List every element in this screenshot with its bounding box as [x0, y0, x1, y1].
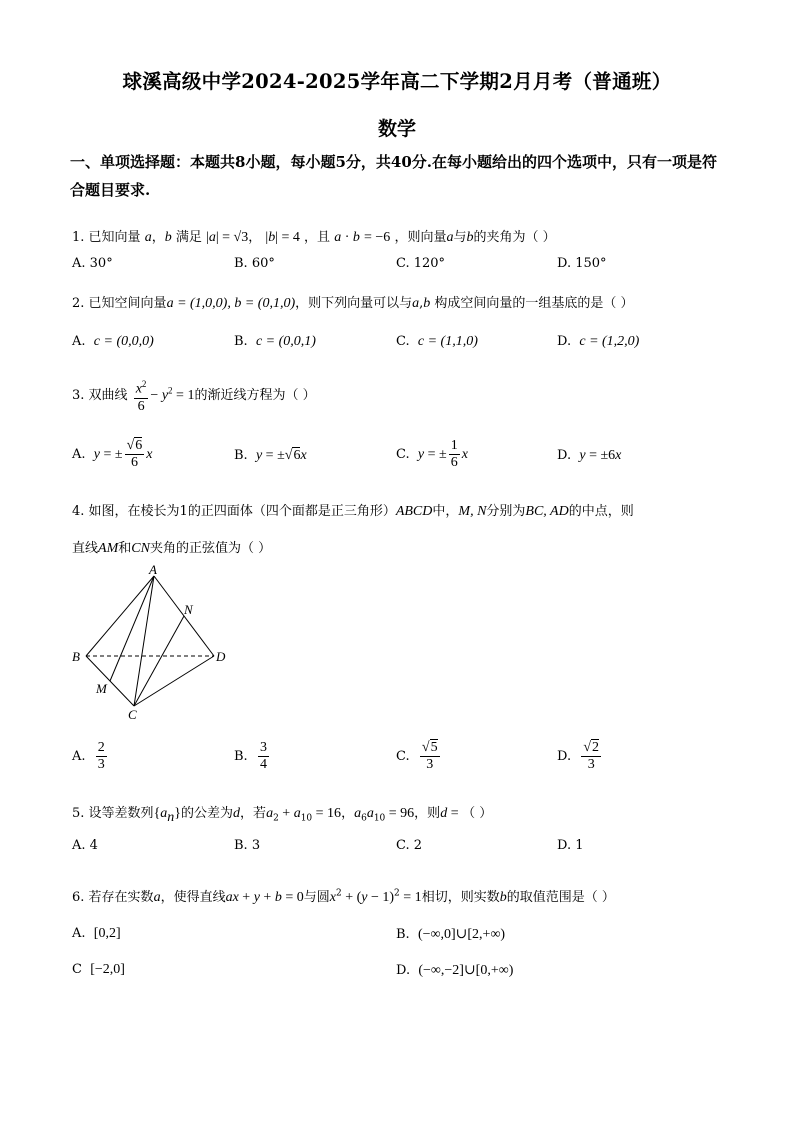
- q1-cond-3: = −6: [364, 230, 391, 245]
- q2-text-2: ，则下列向量可以与: [295, 296, 413, 311]
- q3-number: 3.: [72, 387, 85, 403]
- question-4-line-1: 4. 如图，在棱长为1的正四面体（四个面都是正三角形）ABCD中，M, N分别为BC, AD的中点，则: [72, 504, 634, 519]
- label-n: N: [184, 602, 193, 617]
- q2-option-b[interactable]: B. c = (0,0,1): [234, 334, 316, 349]
- q2-option-d[interactable]: D. c = (1,2,0): [557, 334, 640, 349]
- q1-option-d[interactable]: D. 150°: [557, 256, 607, 271]
- q3-option-c[interactable]: C. y = ± $\frac{1}{6}$ x: [396, 438, 468, 470]
- question-4-line-2: 直线AM和CN夹角的正弦值为（ ）: [72, 541, 272, 556]
- q4-option-b[interactable]: B. $\frac{3}{4}$: [234, 740, 267, 772]
- q6-option-d[interactable]: D. (−∞,−2]∪[0,+∞): [396, 963, 514, 978]
- question-1: 1. 已知向量 a，b 满足 |a| = √3， |b| = 4 ，且 a · b = −6 ，则向量a与b的夹角为（ ）: [72, 230, 556, 245]
- q1-text-6: 的夹角为（ ）: [473, 230, 556, 245]
- q3-text-1: 双曲线: [88, 387, 128, 403]
- q6-option-c[interactable]: C [−2,0]: [72, 962, 125, 977]
- label-m: M: [96, 681, 107, 696]
- q4-option-c[interactable]: C. $\frac{√5}{3}$: [396, 740, 438, 772]
- q1-text-3: ，且: [304, 230, 331, 245]
- q1-text-1: 已知向量: [88, 230, 141, 245]
- q1-option-a[interactable]: A. 30°: [72, 256, 113, 271]
- tetrahedron-figure: [66, 562, 246, 722]
- label-d: D: [216, 649, 226, 664]
- question-3: 3. 双曲线 $\frac{x^2}{6}$ − $y^2 = 1$的渐近线方程为（ ）: [72, 376, 316, 415]
- q3-option-b[interactable]: B. y = ±√6x: [234, 448, 307, 463]
- q1-text-2: 满足: [175, 230, 202, 245]
- q1-text-5: 与: [453, 230, 467, 245]
- q2-number: 2.: [72, 296, 85, 311]
- q2-text-3: 构成空间向量的一组基底的是（ ）: [434, 296, 634, 311]
- q1-option-c[interactable]: C. 120°: [396, 256, 446, 271]
- subject-title: 数学: [377, 118, 416, 140]
- q2-option-a[interactable]: A. c = (0,0,0): [72, 334, 154, 349]
- q6-option-a[interactable]: A. [0,2]: [72, 926, 121, 941]
- q2-expression: a = (1,0,0), b = (0,1,0): [166, 296, 296, 311]
- q3-option-a[interactable]: A. y = ± $\frac{√6}{6}$ x: [72, 438, 153, 470]
- q1-text-4: ，则向量: [394, 230, 447, 245]
- q4-option-a[interactable]: A. $\frac{2}{3}$: [72, 740, 105, 772]
- q5-option-c[interactable]: C. 2: [396, 838, 423, 853]
- section-heading: 一、单项选择题：本题共8小题，每小题5分，共40分.在每小题给出的四个选项中，只有一项是符合题目要求.: [70, 153, 717, 199]
- q4-option-d[interactable]: D. $\frac{√2}{3}$: [557, 740, 600, 772]
- q1-number: 1.: [72, 230, 85, 245]
- label-c: C: [128, 707, 137, 722]
- q6-option-b[interactable]: B. (−∞,0]∪[2,+∞): [396, 927, 506, 942]
- q3-option-d[interactable]: D. y = ±6x: [557, 448, 622, 463]
- q5-option-d[interactable]: D. 1: [557, 838, 584, 853]
- label-a: A: [149, 562, 157, 577]
- question-2: 2. 已知空间向量a = (1,0,0), b = (0,1,0)，则下列向量可以与a,b 构成空间向量的一组基底的是（ ）: [72, 296, 634, 311]
- question-6: 6. 若存在实数a，使得直线ax + y + b = 0与圆$x^2 + (y - 1)^2 = 1$相切，则实数b的取值范围是（ ）: [72, 888, 615, 905]
- q5-option-a[interactable]: A. 4: [72, 838, 98, 853]
- q1-option-b[interactable]: B. 60°: [234, 256, 275, 271]
- q5-option-b[interactable]: B. 3: [234, 838, 261, 853]
- label-b: B: [72, 649, 80, 664]
- q2-text-1: 已知空间向量: [88, 296, 167, 311]
- q1-cond-2: = 4: [281, 230, 300, 245]
- exam-title: 球溪高级中学2024-2025学年高二下学期2月月考（普通班）: [122, 70, 672, 93]
- q1-cond-1: = √3: [222, 230, 249, 245]
- q3-text-2: 的渐近线方程为（ ）: [194, 387, 316, 403]
- question-5: 5. 设等差数列$\{a_n\}$的公差为d，若$a_2 + a_{10} = 16$，$a_6a_{10} = 96$，则d = （ ）: [72, 806, 493, 825]
- q2-option-c[interactable]: C. c = (1,1,0): [396, 334, 478, 349]
